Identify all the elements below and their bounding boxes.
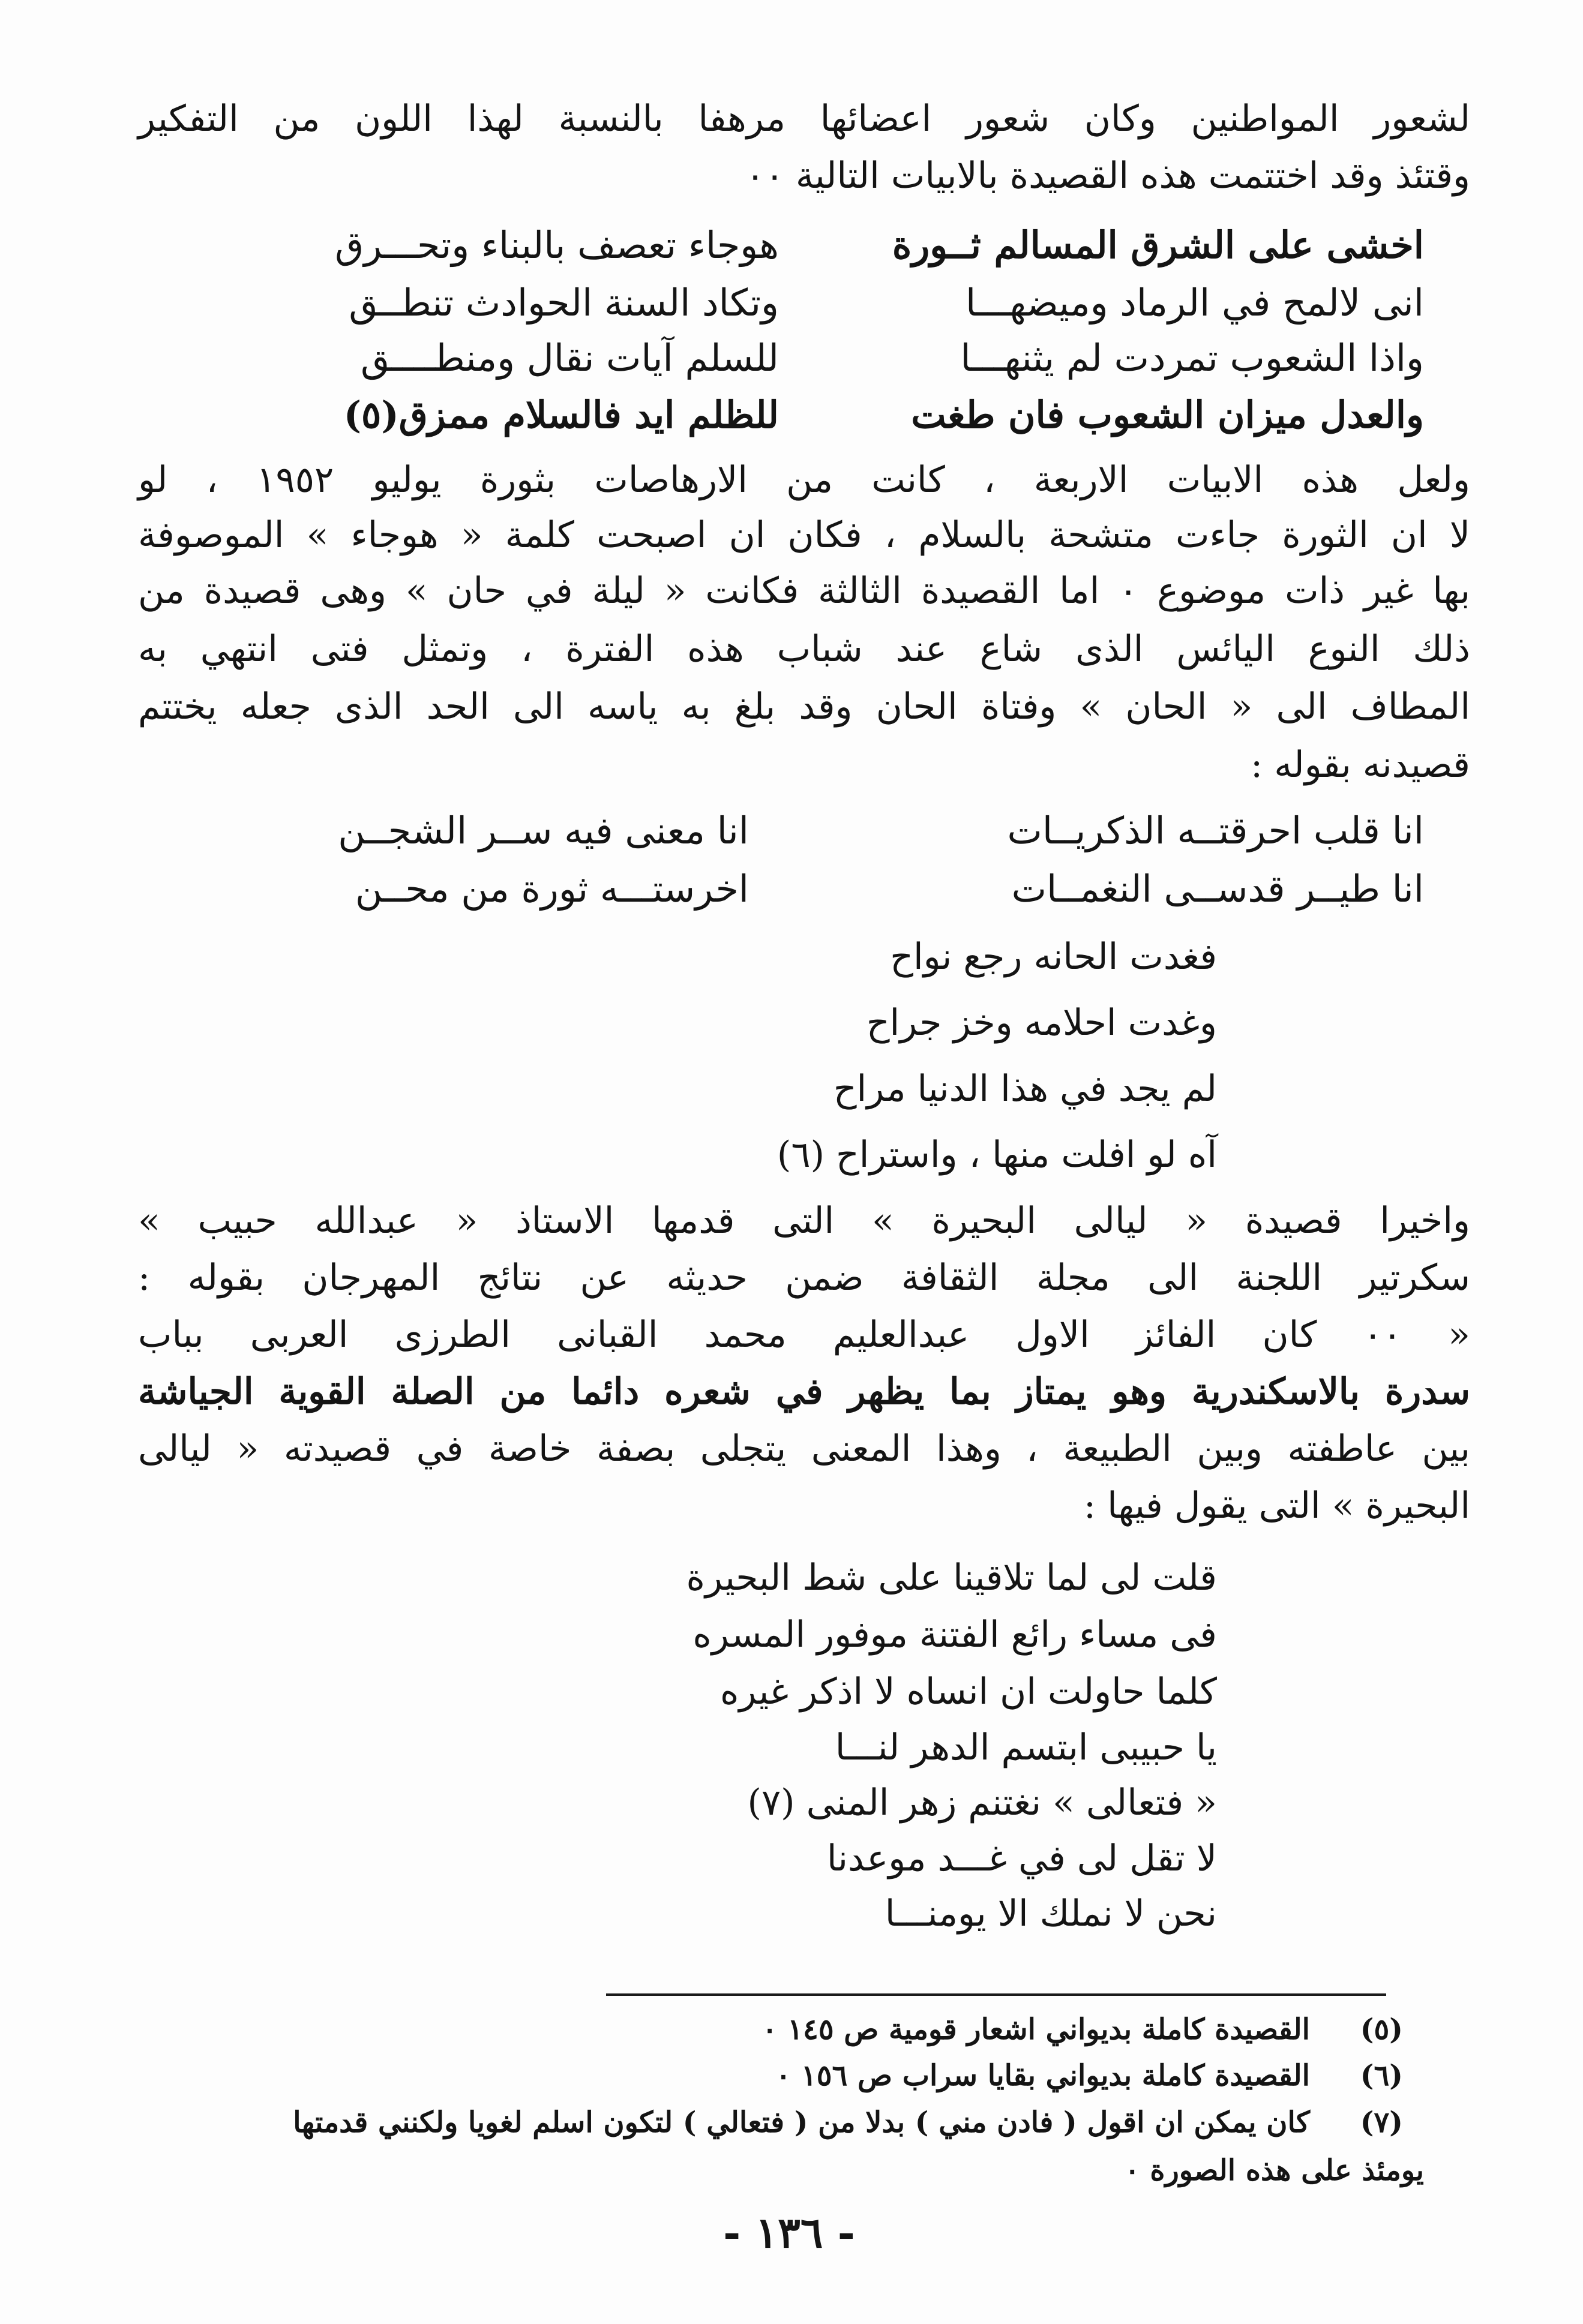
- poem1-row4-right: والعدل ميزان الشعوب فان طغت: [911, 393, 1424, 437]
- paragraph-3-line-1: واخيرا قصيدة « ليالى البحيرة » التى قدمها الاستاذ « عبدالله حبيب »: [138, 1200, 1470, 1242]
- poem1-row4-left: للظلم ايد فالسلام ممزق(٥): [343, 393, 779, 437]
- poem2-verse-3: لم يجد في هذا الدنيا مراح: [833, 1068, 1217, 1110]
- poem3-verse-2: فى مساء رائع الفتنة موفور المسره: [692, 1614, 1217, 1656]
- poem2-row2-right: انا طيــر قدســى النغمــات: [1011, 867, 1424, 911]
- poem2-verse-4: آه لو افلت منها ، واستراح (٦): [776, 1134, 1217, 1176]
- footnote-7-number: (٧): [1360, 2106, 1403, 2139]
- paragraph-3-line-6: البحيرة » التى يقول فيها :: [1083, 1485, 1470, 1527]
- page-number: - ١٣٦ -: [723, 2208, 855, 2257]
- poem1-row2-right: انى لالمح في الرماد وميضهـــا: [965, 281, 1424, 325]
- paragraph-2-line-6: قصيدنه بقوله :: [1250, 744, 1470, 786]
- poem3-verse-5: « فتعالى » نغتنم زهر المنى (٧): [747, 1782, 1217, 1824]
- poem2-row1-right: انا قلب احرقتــه الذكريــات: [1007, 809, 1424, 852]
- paragraph-2-line-2: لا ان الثورة جاءت متشحة بالسلام ، فكان ان اصبحت كلمة « هوجاء » الموصوفة: [138, 514, 1470, 556]
- footnote-5-number: (٥): [1360, 2013, 1403, 2046]
- poem2-verse-1: فغدت الحانه رجع نواح: [890, 936, 1217, 978]
- footnote-7-text: كان يمكن ان اقول ( فادن مني ) بدلا من ( فتعالي ) لتكون اسلم لغويا ولكنني قدمتها: [293, 2106, 1310, 2139]
- paragraph-1-line-2: وقتئذ وقد اختتمت هذه القصيدة بالابيات التالية ٠٠: [745, 155, 1470, 197]
- paragraph-2-line-3: بها غير ذات موضوع ٠ اما القصيدة الثالثة فكانت « ليلة في حان » وهى قصيدة من: [138, 570, 1471, 612]
- paragraph-2-line-1: ولعل هذه الابيات الاربعة ، كانت من الارهاصات بثورة يوليو ١٩٥٢ ، لو: [138, 459, 1470, 501]
- paragraph-2-line-4: ذلك النوع اليائس الذى شاع عند شباب هذه الفترة ، وتمثل فتى انتهي به: [138, 628, 1470, 670]
- paragraph-1-line-1: لشعور المواطنين وكان شعور اعضائها مرهفا بالنسبة لهذا اللون من التفكير: [138, 98, 1470, 140]
- paragraph-3-line-5: بين عاطفته وبين الطبيعة ، وهذا المعنى يتجلى بصفة خاصة في قصيدته « ليالى: [138, 1428, 1470, 1470]
- footnote-7-continuation: يومئذ على هذه الصورة ٠: [1124, 2154, 1424, 2187]
- footnote-6-number: (٦): [1360, 2059, 1403, 2092]
- poem3-verse-3: كلما حاولت ان انساه لا اذكر غيره: [719, 1671, 1217, 1713]
- poem1-row2-left: وتكاد السنة الحوادث تنطــق: [349, 281, 779, 325]
- footnote-5-text: القصيدة كاملة بديواني اشعار قومية ص ١٤٥ ٠: [761, 2013, 1310, 2046]
- paragraph-3-line-4: سدرة بالاسكندرية وهو يمتاز بما يظهر في شعره دائما من الصلة القوية الجياشة: [138, 1371, 1470, 1413]
- poem2-row2-left: اخرستـــه ثورة من محــن: [355, 867, 749, 911]
- poem2-verse-2: وغدت احلامه وخز جراح: [866, 1002, 1217, 1044]
- poem2-row1-left: انا معنى فيه ســر الشجــن: [338, 809, 749, 852]
- paragraph-3-line-3: « ٠٠ كان الفائز الاول عبدالعليم محمد القبانى الطرزى العربى بباب: [138, 1314, 1471, 1356]
- footnote-6-text: القصيدة كاملة بديواني بقايا سراب ص ١٥٦ ٠: [775, 2059, 1310, 2092]
- paragraph-3-line-2: سكرتير اللجنة الى مجلة الثقافة ضمن حديثه عن نتائج المهرجان بقوله :: [138, 1257, 1470, 1299]
- poem3-verse-7: نحن لا نملك الا يومنـــا: [885, 1893, 1217, 1935]
- poem3-verse-4: يا حبيبى ابتسم الدهر لنـــا: [835, 1727, 1217, 1768]
- poem3-verse-1: قلت لى لما تلاقينا على شط البحيرة: [686, 1557, 1217, 1599]
- poem3-verse-6: لا تقل لى في غـــد موعدنا: [826, 1837, 1217, 1879]
- poem1-row3-right: واذا الشعوب تمردت لم يثنهـــا: [960, 336, 1424, 380]
- poem1-row1-left: هوجاء تعصف بالبناء وتحـــرق: [335, 223, 779, 267]
- poem1-row3-left: للسلم آيات نقال ومنطــــق: [360, 336, 779, 380]
- footnote-divider: [606, 1993, 1386, 1996]
- poem1-row1-right: اخشى على الشرق المسالم ثــورة: [892, 223, 1424, 267]
- paragraph-2-line-5: المطاف الى « الحان » وفتاة الحان وقد بلغ به ياسه الى الحد الذى جعله يختتم: [138, 686, 1470, 728]
